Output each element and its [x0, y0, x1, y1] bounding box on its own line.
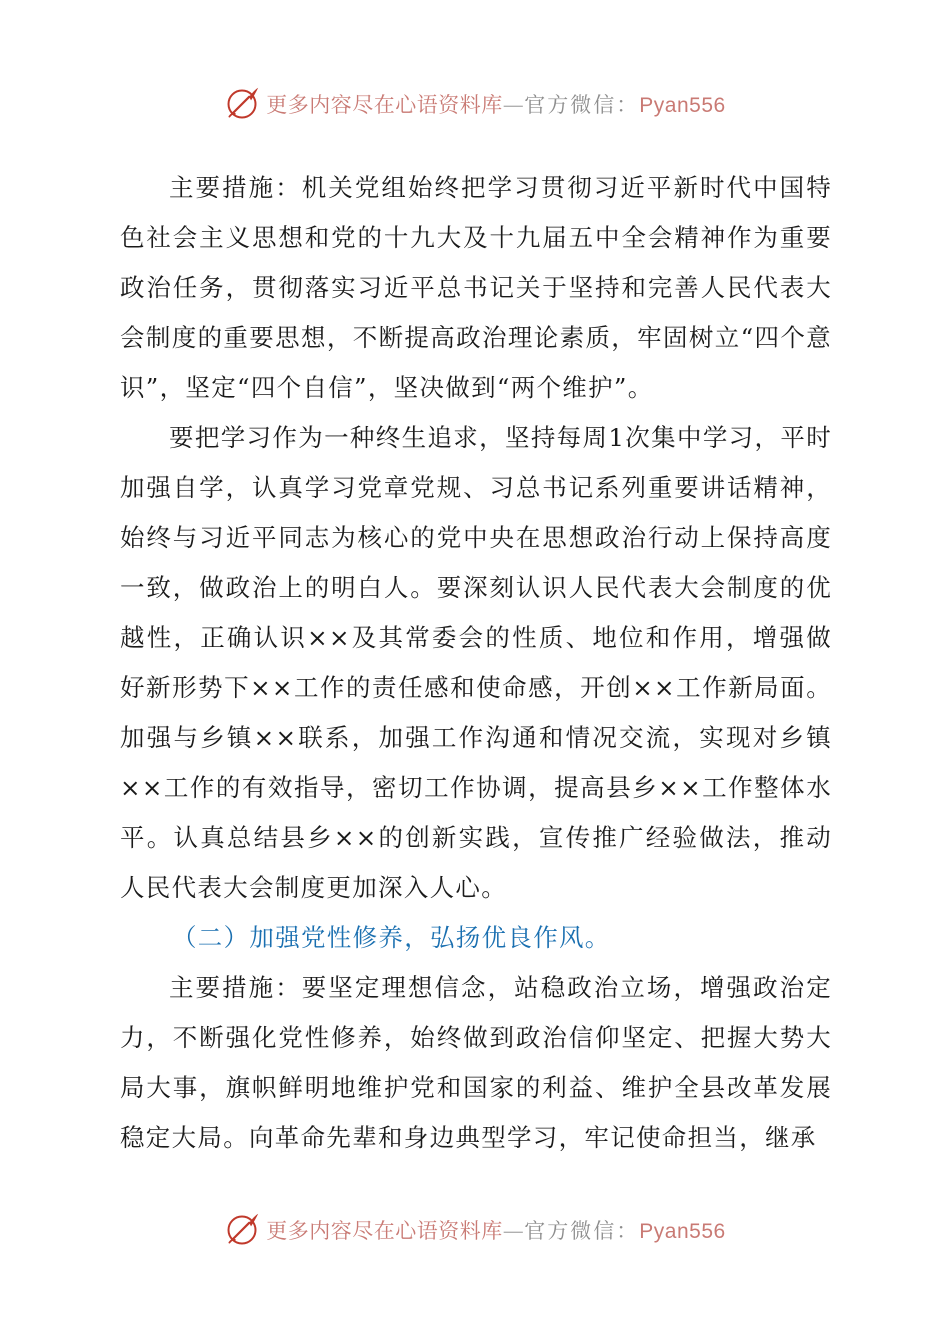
paragraph-measures-2: 主要措施：要坚定理想信念，站稳政治立场，增强政治定力，不断强化党性修养，始终做到政治信仰坚定、把握大势大局大事，旗帜鲜明地维护党和国家的利益、维护全县改革发展稳定大局。向革命先辈和身边典型学习，牢记使命担当，继承 [120, 973, 832, 1152]
quill-pen-logo-icon [224, 1212, 260, 1248]
paragraph-study: 要把学习作为一种终生追求，坚持每周1次集中学习，平时加强自学，认真学习党章党规、习总书记系列重要讲话精神，始终与习近平同志为核心的党中央在思想政治行动上保持高度一致，做政治上的明白人。要深刻认识人民代表大会制度的优越性，正确认识××及其常委会的性质、地位和作用，增强做好新形势下××工作的责任感和使命感，开创××工作新局面。加强与乡镇××联系，加强工作沟通和情况交流，实现对乡镇××工作的有效指导，密切工作协调，提高县乡××工作整体水平。认真总结县乡××的创新实践，宣传推广经验做法，推动人民代表大会制度更加深入人心。 [120, 423, 832, 902]
banner-text [266, 89, 725, 119]
banner-text [266, 1215, 725, 1245]
banner-wechat-label: 官方微信： [524, 1219, 640, 1243]
paragraph-measures-1: 主要措施：机关党组始终把学习贯彻习近平新时代中国特色社会主义思想和党的十九大及十九届五中全会精神作为重要政治任务，贯彻落实习近平总书记关于坚持和完善人民代表大会制度的重要思想，不断提高政治理论素质，牢固树立“四个意识”，坚定“四个自信”，坚决做到“两个维护”。 [120, 173, 832, 402]
banner-wechat-id: Pyan556 [639, 1220, 726, 1243]
banner-wechat-label: 官方微信： [524, 93, 640, 117]
quill-pen-logo-icon [224, 86, 260, 122]
footer-banner [0, 1208, 950, 1252]
banner-brand: 更多内容尽在心语资料库 [266, 93, 503, 117]
document-body [120, 163, 832, 1163]
banner-wechat-id: Pyan556 [639, 94, 726, 117]
banner-separator: — [502, 1219, 525, 1243]
header-banner [0, 82, 950, 126]
section-heading: （二）加强党性修养，弘扬优良作风。 [172, 923, 611, 952]
banner-brand: 更多内容尽在心语资料库 [266, 1219, 503, 1243]
banner-separator: — [502, 93, 525, 117]
